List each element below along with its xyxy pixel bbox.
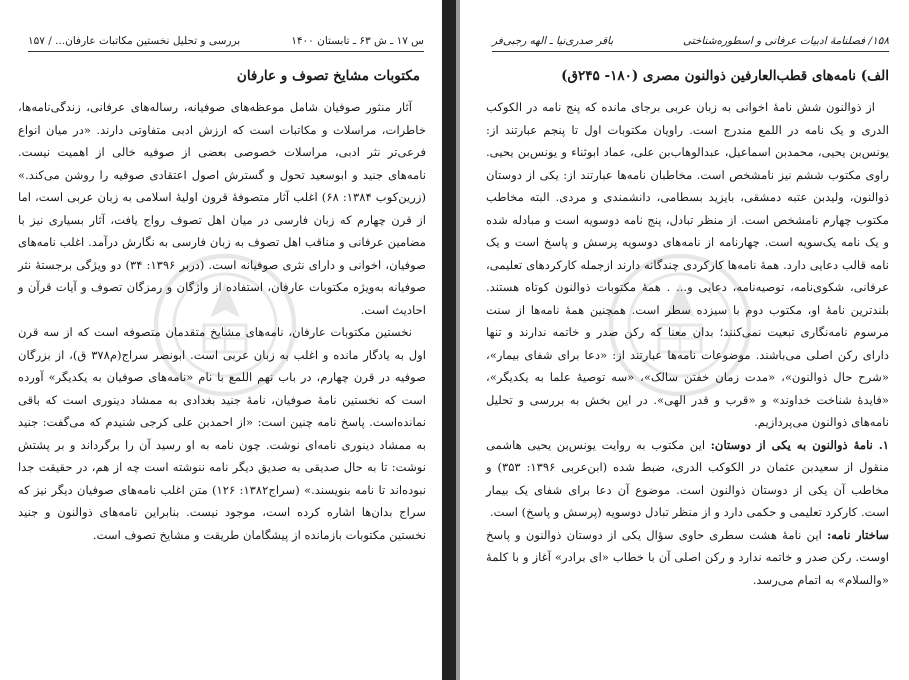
left-paragraph-1: آثار منثور صوفیان شامل موعظه‌های صوفیانه، رساله‌های عرفانی، زندگی‌نامه‌ها، خاطرات، مراسلات و مکاتبات است که ارزش ادبی متفاوتی دارند. «در میان انواع فرعی‌تر نثر ادبی، مراسلات خصوصی بعضی از صوفیه خالی از اهمیت نیست. نامه‌های جنید و ابوسعید تحول و گسترش اصول اعتقادی صوفیه را روشن می‌کند.» (زرین‌کوب ۱۳۸۴: ۶۸) اغلب آثار متصوفهٔ قرون اولیهٔ اسلامی به زبان عربی است، اما از قرن چهارم که زبان فارسی در میان اهل تصوف رواج یافت، آثار بسیاری نیز با مضامین عرفانی و مناقب اهل تصوف به زبان فارسی به نگارش درآمد. اغلب نامه‌های صوفیان، اخوانی و دارای نثری صوفیانه است. (دربر ۱۳۹۶: ۳۴) دو ویژگی برجستهٔ نثر صوفیانه به‌ویژه مکتوبات عارفان، استفاده از واژگان و رمزگان تصوف و آیات قرآن و احادیث است. (18, 100, 426, 317)
right-paragraph-2 (486, 434, 889, 524)
right-body-text (486, 96, 889, 591)
left-header-article-title: بررسی و تحلیل نخستین مکاتبات عارفان... / ۱۵۷ (28, 35, 241, 47)
right-header-journal: ۱۵۸/ فصلنامهٔ ادبیات عرفانی و اسطوره‌شناختی (682, 35, 889, 47)
left-page (0, 0, 442, 680)
left-section-title: مکتوبات مشایخ تصوف و عارفان (236, 68, 420, 84)
right-page (460, 0, 909, 680)
right-paragraph-3-text: این نامهٔ هشت سطری حاوی سؤال یکی از دوستان ذوالنون و پاسخ اوست. رکن صدر و خاتمه ندارد و رکن اصلی آن با خطاب «ای برادر» آغاز و با کلمهٔ «والسلام» به اتمام می‌رسد. (486, 527, 889, 587)
left-page-header (28, 34, 424, 52)
right-header-authors: باقر صدری‌نیا ـ الهه رجبی‌فر (492, 35, 614, 47)
right-paragraph-2-text: این مکتوب به روایت یونس‌بن یحیی هاشمی منقول از سعیدبن عثمان در الکوکب الدری، ضبط شده (ابن‌عربی ۱۳۹۶: ۳۵۳) و مخاطب آن یکی از دوستان ذوالنون است. موضوع آن دعا برای شفای یک بیمار است. کارکرد تعلیمی و حکمی دارد و از منظر تبادل دوسویه (پرسش و پاسخ) است. (486, 437, 890, 519)
right-page-header (492, 34, 889, 52)
left-paragraph-2: نخستین مکتوبات عارفان، نامه‌های مشایخ متقدمان متصوفه است که از سه قرن اول به یادگار مانده و اغلب به زبان عربی است. ابونصر سراج(م۳۷۸ ق)، از بزرگان صوفیه در قرن چهارم، در باب نهم اللمع با نام «نامه‌های صوفیان به یکدیگر» آورده است که نخستین نامهٔ صوفیان، نامهٔ جنید بغدادی به ممشاد دینوری است که باقی نمانده‌است. پاسخ نامه چنین است: «از احمدبن علی کرجی شنیدم که می‌گفت: جنید به ممشاد دینوری نامه‌ای نوشت. چون نامه به او رسید آن را برگرداند و بر پشتش نوشت: تا به حال صدیقی به صدیق دیگر نامه ننوشته است چه از هم، در حقیقت جدا نبوده‌اند تا نامه بنویسند.» (سراج۱۳۸۲: ۱۲۶) متن اغلب نامه‌های صوفیان دیگر نیز که سراج بدان‌ها اشاره کرده است، موجود نیست. بنابراین نامه‌های ذوالنون و جنید نخستین مکتوبات بازمانده از پیشگامان طریقت و مشایخ تصوف است. (18, 325, 426, 542)
right-paragraph-1: از ذوالنون شش نامهٔ اخوانی به زبان عربی برجای مانده که پنج نامه در الکوکب الدری و یک نامه در اللمع مندرج است. راویان مکتوبات اول تا پنجم عبارتند از: یونس‌بن یحیی، محمدبن اسماعیل، عبدالوهاب‌بن علی، عماد ابوثناء و یونس‌بن یحیی. راوی مکتوب ششم نیز نامشخص است. مخاطبان نامه‌ها عبارتند از: یکی از دوستان ذوالنون، ولیدبن عتبه دمشقی، بایزید بسطامی، دانشمندی و مردی. البته مخاطب مکتوب چهارم نامشخص است. از منظر تبادل، پنج نامه دوسویه است و مبادله شده و یک نامه یک‌سویه است. چهارنامه از نامه‌های دوسویه پرسش و پاسخ است و یک نامه قالب دعایی دارد. همهٔ نامه‌ها کارکردی چندگانه دارند ازجمله کارکردهای تعلیمی، عرفانی، شکوی‌نامه، توصیه‌نامه، دعایی و... . همهٔ مکتوبات ذوالنون کوتاه هستند. بلندترین نامهٔ او، مکتوب دوم با سیزده سطر است. همچنین همهٔ نامه‌ها از سنت مرسوم نامه‌نگاری تبعیت نمی‌کنند؛ بدان معنا که رکن صدر و خاتمه ندارند و تنها دارای رکن اصلی می‌باشند. موضوعات نامه‌ها عبارتند از: «دعا برای شفای بیمار»، «شرح حال ذوالنون»، «مدت زمان خفتن سالک»، «سه توصیهٔ علما به یکدیگر»، «فایدهٔ شناخت خداوند» و «قرب و قدر الهی». در این بخش به بررسی و تحلیل نامه‌های ذوالنون می‌پردازیم. (486, 100, 889, 429)
left-header-issue: س ۱۷ ـ ش ۶۳ ـ تابستان ۱۴۰۰ (291, 35, 424, 47)
left-body-text (18, 96, 426, 546)
right-paragraph-3 (486, 524, 889, 592)
subheading-letter-1: ۱. نامهٔ ذوالنون به یکی از دوستان: (710, 437, 890, 452)
book-spine (442, 0, 460, 680)
right-section-title: الف) نامه‌های قطب‌العارفین ذوالنون مصری (۱۸۰- ۲۴۵ق) (561, 68, 889, 84)
subheading-structure: ساختار نامه: (826, 527, 889, 542)
